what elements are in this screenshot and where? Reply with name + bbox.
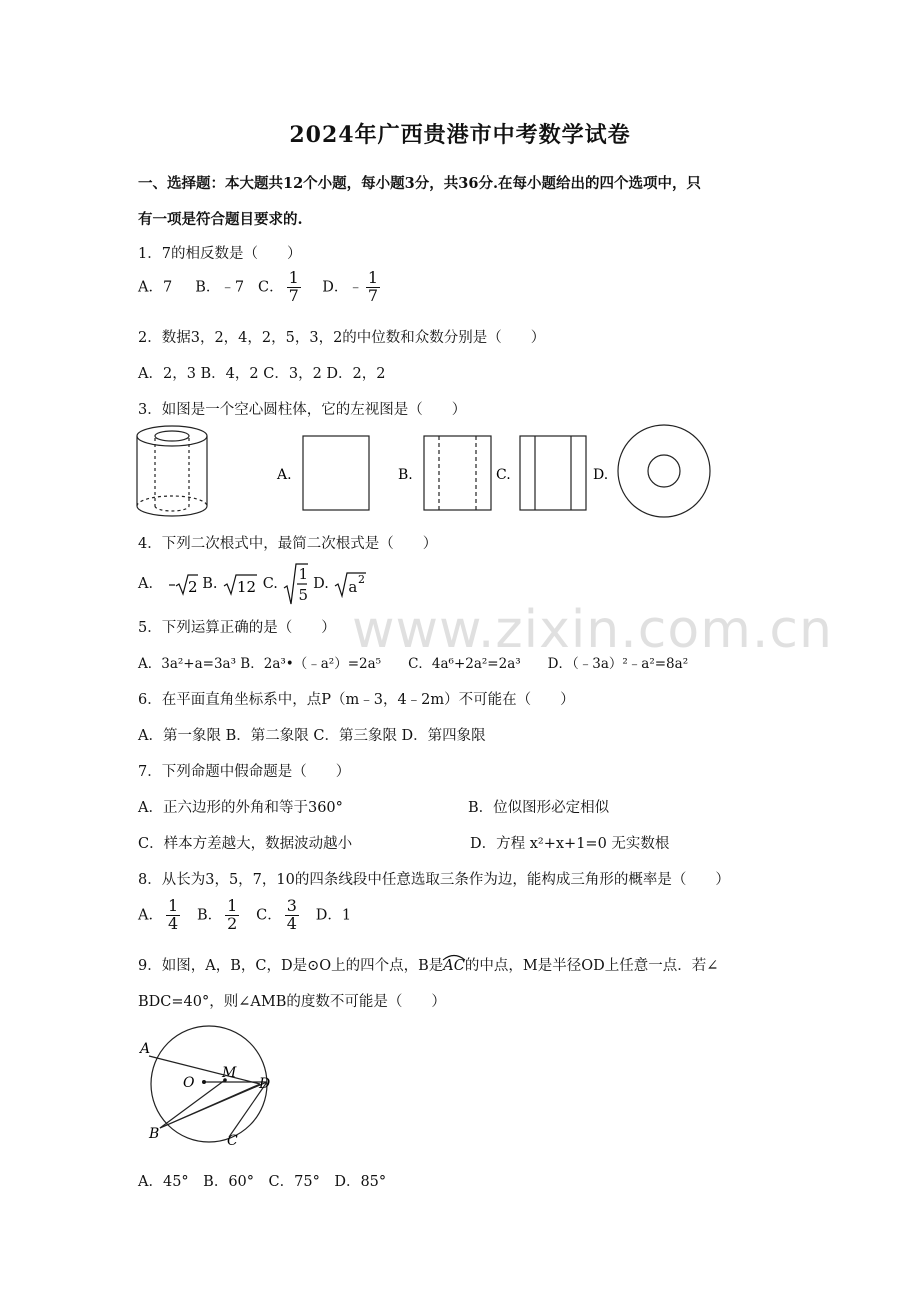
q8-options [138, 898, 351, 933]
svg-text:2: 2 [358, 573, 366, 586]
q7-stem: 7．下列命题中假命题是（ ） [138, 764, 351, 780]
q4-option-a: A． [138, 576, 163, 592]
q1-option-c-fraction: $\frac{1}{7}$ [288, 268, 299, 305]
q9-stem-line1: 9．如图，A，B，C，D是⊙O上的四个点，B是 AC的中点，M是半径OD上任意一点．若∠ [138, 954, 718, 975]
section-heading-line2: 有一项是符合题目要求的. [138, 211, 303, 228]
exam-title: 2024年广西贵港市中考数学试卷 [289, 122, 631, 148]
q6-options: A．第一象限 B．第二象限 C．第三象限 D．第四象限 [138, 728, 486, 744]
q1-stem: 1．7的相反数是（ ） [138, 246, 302, 262]
q3-figures [130, 420, 730, 530]
q3-option-b-label: B. [398, 467, 413, 483]
point-a-label: A [140, 1041, 151, 1057]
q9-circle-diagram [134, 1024, 284, 1150]
site-watermark: www.zixin.com.cn [352, 600, 833, 660]
q8-option-c-fraction: $\frac{3}{4}$ [286, 896, 297, 933]
q4-option-d: D. [313, 576, 329, 592]
q4-option-d-radical: 2 a [333, 570, 367, 598]
svg-text:12: 12 [237, 578, 257, 596]
q1-option-d: D．﹣ [322, 279, 363, 296]
q1-option-c: C． [257, 279, 284, 296]
q8-option-c: C． [256, 907, 282, 924]
q8-option-b: B． [197, 907, 223, 924]
q3-option-c-solid-view [520, 436, 586, 510]
q4-option-b-radical [222, 572, 258, 596]
q1-option-a: A．7 [138, 279, 173, 296]
q8-stem: 8．从长为3，5，7，10的四条线段中任意选取三条作为边，能构成三角形的概率是（ ） [138, 872, 730, 888]
q7-option-a: A．正六边形的外角和等于360° [138, 800, 343, 816]
q4-option-c-radical: 1 5 [282, 562, 308, 606]
q9-options: A．45° B．60° C．75° D．85° [138, 1174, 387, 1190]
point-c-label: C [227, 1133, 238, 1149]
q1-option-d-fraction: $\frac{1}{7}$ [367, 268, 379, 305]
point-m-label: M [222, 1065, 237, 1081]
hollow-cylinder-figure [137, 426, 207, 516]
q7-option-c: C．样本方差越大，数据波动越小 [138, 836, 353, 852]
q3-option-a-square [303, 436, 369, 510]
q5-stem: 5．下列运算正确的是（ ） [138, 620, 336, 636]
q3-option-c-label: C. [496, 467, 511, 483]
q4-option-b: B. [202, 576, 218, 592]
q6-stem: 6．在平面直角坐标系中，点P（m﹣3，4﹣2m）不可能在（ ） [138, 692, 575, 708]
svg-text:2: 2 [187, 578, 198, 596]
q4-options [138, 562, 367, 606]
q3-option-a-label: A. [277, 467, 292, 483]
point-b-label: B [149, 1126, 160, 1142]
q8-option-a-fraction: $\frac{1}{4}$ [167, 896, 179, 933]
q3-option-d-ring-view [618, 425, 710, 517]
q8-option-d: D．1 [315, 907, 352, 924]
q2-options: A．2，3 B．4，2 C．3，2 D．2，2 [138, 366, 386, 382]
q4-option-a-radical [168, 572, 198, 596]
section-heading-line1: 一、选择题：本大题共12个小题，每小题3分，共36分.在每小题给出的四个选项中，只 [138, 175, 701, 192]
q4-stem: 4．下列二次根式中，最简二次根式是（ ） [138, 536, 438, 552]
q9-arc-ac: AC [443, 958, 465, 974]
point-o-label: O [183, 1075, 195, 1091]
q8-option-a: A． [138, 907, 163, 924]
q3-option-d-label: D. [593, 467, 609, 483]
q4-option-c: C. [262, 576, 278, 592]
q7-option-b: B．位似图形必定相似 [468, 800, 610, 816]
point-d-label: D [259, 1076, 271, 1092]
q7-option-d: D．方程 x²+x+1=0 无实数根 [470, 836, 670, 852]
q1-option-b: B．﹣7 [195, 279, 245, 296]
q5-options: A．3a²+a=3a³ B．2a³•（﹣a²）=2a⁵ C．4a⁶+2a²=2a³ D．（﹣3a）²﹣a²=8a² [138, 656, 689, 672]
q8-option-b-fraction: $\frac{1}{2}$ [227, 896, 238, 933]
q2-stem: 2．数据3，2，4，2，5，3，2的中位数和众数分别是（ ） [138, 330, 546, 346]
q1-options [138, 270, 383, 305]
q9-stem-line2: BDC=40°，则∠AMB的度数不可能是（ ） [138, 994, 446, 1010]
q3-option-b-dashed-view [424, 436, 491, 510]
q3-stem: 3．如图是一个空心圆柱体，它的左视图是（ ） [138, 402, 467, 418]
